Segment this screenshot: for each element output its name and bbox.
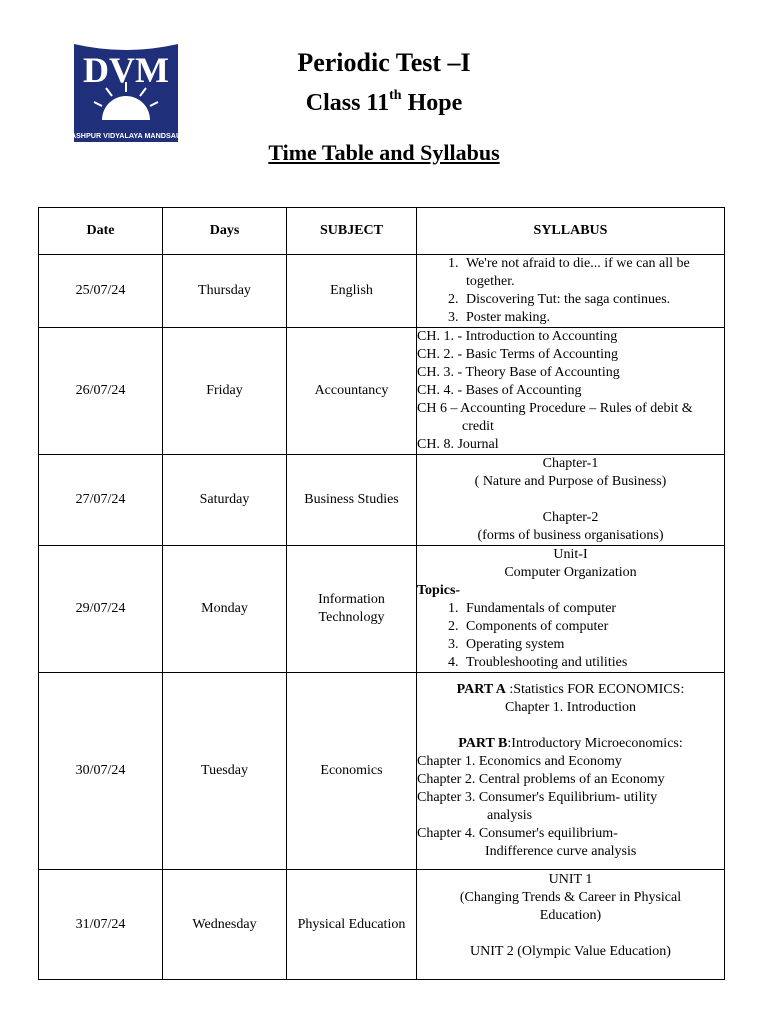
table-row xyxy=(39,870,725,980)
syllabus-line: UNIT 2 (Olympic Value Education) xyxy=(470,943,671,959)
syllabus-line: CH. 2. - Basic Terms of Accounting xyxy=(417,347,618,362)
row-subject xyxy=(287,546,417,673)
syllabus-line: Computer Organization xyxy=(504,565,637,580)
header-date: Date xyxy=(39,208,163,255)
page-subtitle: Time Table and Syllabus xyxy=(268,140,500,165)
subject-line: Technology xyxy=(318,610,385,625)
row-date: 25/07/24 xyxy=(39,255,163,328)
topic-item: 2. Components of computer xyxy=(462,618,724,636)
header-days: Days xyxy=(163,208,287,255)
syllabus-line: CH. 3. - Theory Base of Accounting xyxy=(417,365,620,380)
row-date: 31/07/24 xyxy=(39,870,163,980)
table-row xyxy=(39,455,725,546)
table-row xyxy=(39,328,725,455)
part-a-heading: PART A :Statistics FOR ECONOMICS: xyxy=(456,682,685,697)
row-day: Friday xyxy=(163,328,287,455)
syllabus-line: ( Nature and Purpose of Business) xyxy=(474,474,667,489)
subject-line: Information xyxy=(318,592,385,607)
row-syllabus xyxy=(417,455,725,546)
part-b-heading: PART B:Introductory Microeconomics: xyxy=(458,736,683,751)
row-subject: Economics xyxy=(287,673,417,870)
syllabus-line: Indifference curve analysis xyxy=(485,844,637,859)
syllabus-line: Chapter 3. Consumer's Equilibrium- utility xyxy=(417,790,658,805)
syllabus-line: analysis xyxy=(487,808,533,823)
row-date: 30/07/24 xyxy=(39,673,163,870)
row-day: Wednesday xyxy=(163,870,287,980)
row-date: 29/07/24 xyxy=(39,546,163,673)
syllabus-line: Chapter-1 xyxy=(542,456,599,471)
topic-item: 1. Fundamentals of computer xyxy=(462,600,724,618)
topic-item: 4. Troubleshooting and utilities xyxy=(462,654,724,672)
syllabus-line: (Changing Trends & Career in Physical xyxy=(459,889,682,905)
timetable xyxy=(38,207,725,980)
row-syllabus xyxy=(417,673,725,870)
row-day: Saturday xyxy=(163,455,287,546)
syllabus-line: Chapter 4. Consumer's equilibrium- xyxy=(417,826,618,841)
row-day: Monday xyxy=(163,546,287,673)
row-day: Thursday xyxy=(163,255,287,328)
syllabus-line: CH. 8. Journal xyxy=(417,437,499,452)
table-header-row xyxy=(39,208,725,255)
header-syllabus: SYLLABUS xyxy=(417,208,725,255)
row-subject: English xyxy=(287,255,417,328)
row-subject: Physical Education xyxy=(287,870,417,980)
syllabus-line: Chapter 1. Economics and Economy xyxy=(417,754,622,769)
syllabus-line: Unit-I xyxy=(553,547,588,562)
syllabus-line: CH. 4. - Bases of Accounting xyxy=(417,383,582,398)
syllabus-line: (forms of business organisations) xyxy=(477,528,664,543)
row-subject: Business Studies xyxy=(287,455,417,546)
topics-label: Topics- xyxy=(417,583,461,598)
syllabus-item: 3. Poster making. xyxy=(462,309,724,327)
syllabus-line: CH 6 – Accounting Procedure – Rules of debit & xyxy=(417,401,693,416)
page-title: Periodic Test –I xyxy=(297,48,471,77)
table-row xyxy=(39,673,725,870)
row-syllabus xyxy=(417,328,725,455)
row-day: Tuesday xyxy=(163,673,287,870)
syllabus-line: CH. 1. - Introduction to Accounting xyxy=(417,329,618,344)
header-subject: SUBJECT xyxy=(287,208,417,255)
topic-item: 3. Operating system xyxy=(462,636,724,654)
syllabus-item: 1. We're not afraid to die... if we can all be together. xyxy=(462,255,724,291)
syllabus-line: UNIT 1 xyxy=(548,871,593,887)
logo-ring-text: DASHPUR VIDYALAYA MANDSAUR xyxy=(65,131,187,140)
syllabus-line: Chapter 2. Central problems of an Economy xyxy=(417,772,665,787)
logo-letters: DVM xyxy=(83,50,169,90)
row-syllabus xyxy=(417,546,725,673)
syllabus-line: Chapter-2 xyxy=(542,510,599,525)
row-syllabus xyxy=(417,255,725,328)
syllabus-line: Education) xyxy=(539,907,602,923)
class-heading: Class 11th Hope xyxy=(305,88,463,116)
syllabus-line: Chapter 1. Introduction xyxy=(504,700,637,715)
table-row xyxy=(39,546,725,673)
syllabus-item: 2. Discovering Tut: the saga continues. xyxy=(462,291,724,309)
table-row xyxy=(39,255,725,328)
row-date: 27/07/24 xyxy=(39,455,163,546)
row-syllabus xyxy=(417,870,725,980)
row-subject: Accountancy xyxy=(287,328,417,455)
row-date: 26/07/24 xyxy=(39,328,163,455)
syllabus-line: credit xyxy=(462,419,494,434)
